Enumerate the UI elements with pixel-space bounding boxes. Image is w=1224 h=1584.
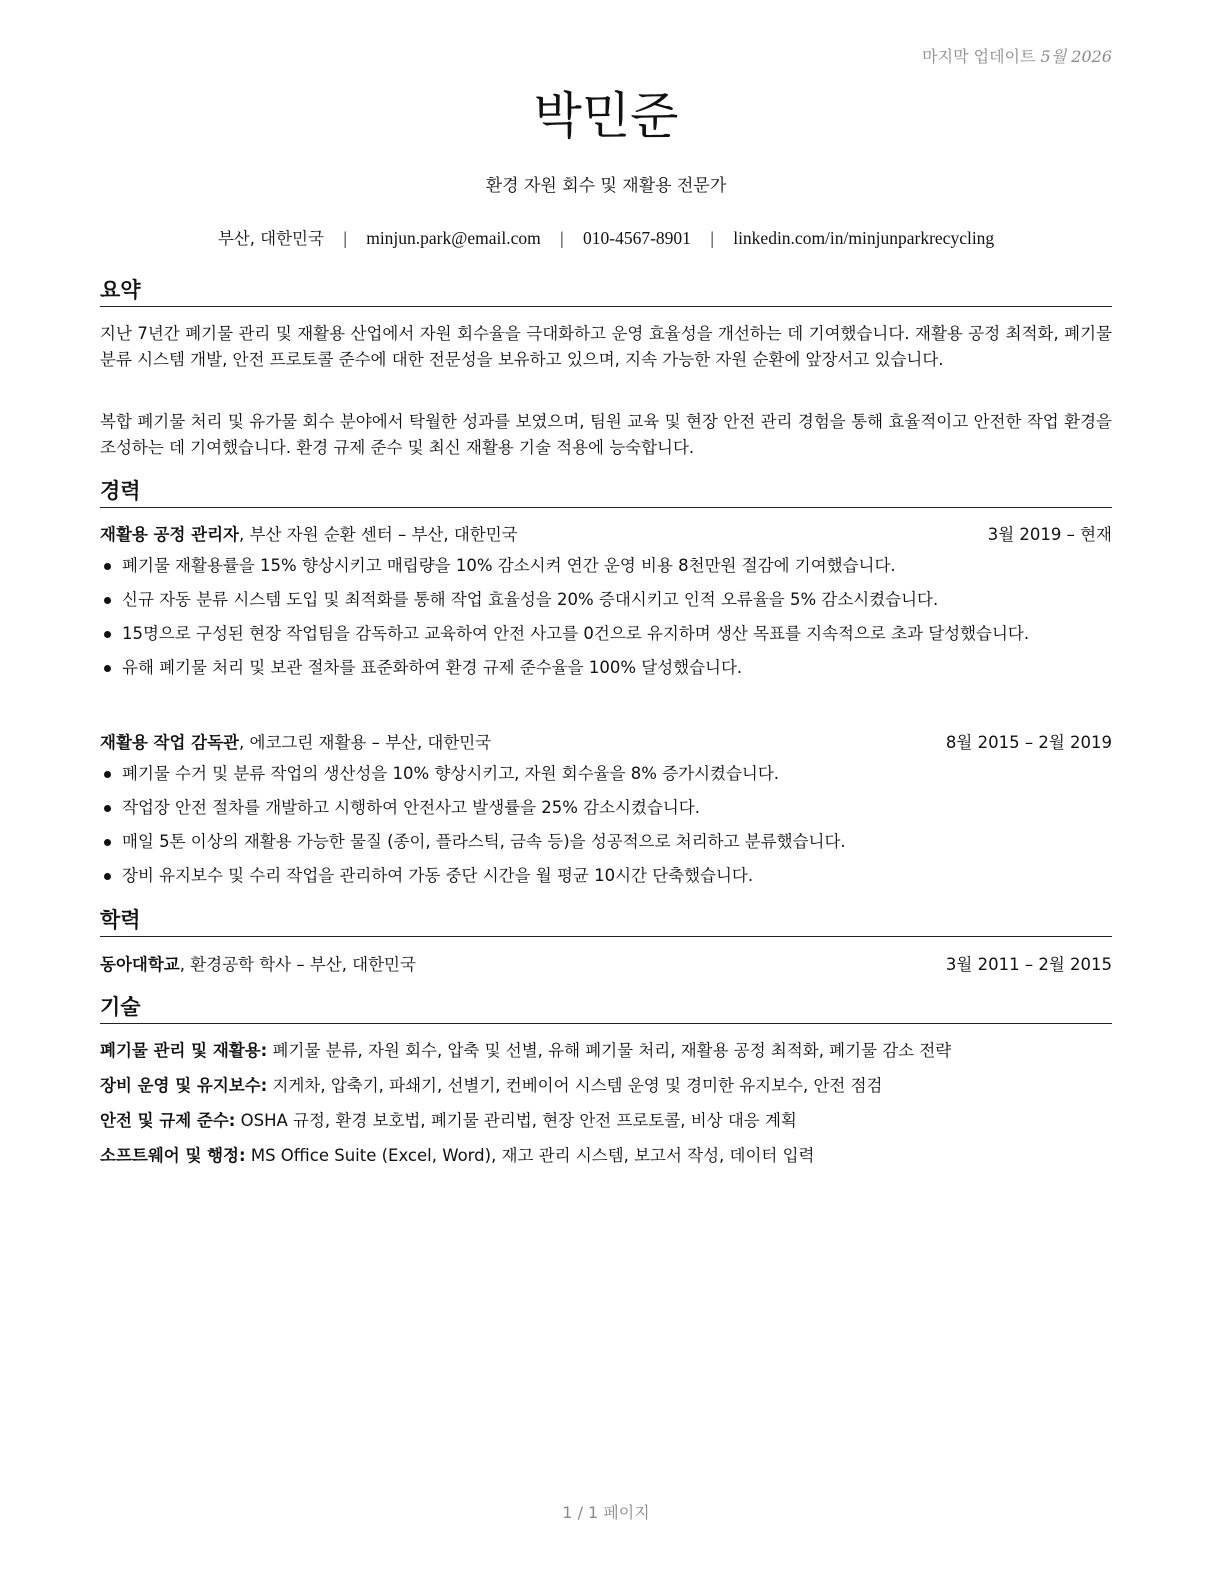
skills-list	[100, 1033, 1112, 1173]
skill-value: 지게차, 압축기, 파쇄기, 선별기, 컨베이어 시스템 운영 및 경미한 유지보수, 안전 점검	[267, 1076, 883, 1095]
skill-row	[100, 1103, 1112, 1138]
list-item: 신규 자동 분류 시스템 도입 및 최적화를 통해 작업 효율성을 20% 증대시키고 인적 오류율을 5% 감소시켰습니다.	[100, 587, 1112, 613]
section-title-skills: 기술	[100, 993, 1112, 1024]
skill-label: 안전 및 규제 준수:	[100, 1111, 236, 1130]
contact-separator: |	[343, 228, 347, 248]
job-dates: 3월 2019 – 현재	[987, 525, 1112, 544]
list-item: 폐기물 수거 및 분류 작업의 생산성을 10% 향상시키고, 자원 회수율을 8% 증가시켰습니다.	[100, 761, 1112, 787]
last-updated-label: 마지막 업데이트	[922, 47, 1036, 66]
list-item: 작업장 안전 절차를 개발하고 시행하여 안전사고 발생률을 25% 감소시켰습니다.	[100, 795, 1112, 821]
list-item: 장비 유지보수 및 수리 작업을 관리하여 가동 중단 시간을 월 평균 10시간 단축했습니다.	[100, 863, 1112, 889]
skill-value: OSHA 규정, 환경 보호법, 폐기물 관리법, 현장 안전 프로토콜, 비상 대응 계획	[235, 1111, 797, 1130]
skill-row	[100, 1068, 1112, 1103]
list-item: 매일 5톤 이상의 재활용 가능한 물질 (종이, 플라스틱, 금속 등)을 성공적으로 처리하고 분류했습니다.	[100, 829, 1112, 855]
skill-label: 폐기물 관리 및 재활용:	[100, 1041, 268, 1060]
skill-value: 폐기물 분류, 자원 회수, 압축 및 선별, 유해 폐기물 처리, 재활용 공정 최적화, 폐기물 감소 전략	[267, 1041, 952, 1060]
candidate-tagline: 환경 자원 회수 및 재활용 전문가	[485, 176, 727, 196]
list-item: 폐기물 재활용률을 15% 향상시키고 매립량을 10% 감소시켜 연간 운영 비용 8천만원 절감에 기여했습니다.	[100, 553, 1112, 579]
last-updated-date: 5월 2026	[1040, 47, 1112, 66]
skill-row	[100, 1138, 1112, 1173]
list-item: 유해 폐기물 처리 및 보관 절차를 표준화하여 환경 규제 준수율을 100% 달성했습니다.	[100, 655, 1112, 681]
contact-email[interactable]: minjun.park@email.com	[366, 228, 541, 248]
job-org: , 에코그린 재활용 – 부산, 대한민국	[239, 733, 492, 752]
skill-row	[100, 1033, 1112, 1068]
list-item: 15명으로 구성된 현장 작업팀을 감독하고 교육하여 안전 사고를 0건으로 유지하며 생산 목표를 지속적으로 초과 달성했습니다.	[100, 621, 1112, 647]
job-org: , 부산 자원 순환 센터 – 부산, 대한민국	[239, 525, 518, 544]
contact-location: 부산, 대한민국	[217, 229, 324, 248]
contact-phone[interactable]: 010-4567-8901	[583, 228, 691, 248]
section-title-experience: 경력	[100, 477, 1112, 508]
skill-label: 소프트웨어 및 행정:	[100, 1146, 246, 1165]
section-title-education: 학력	[100, 906, 1112, 937]
skill-label: 장비 운영 및 유지보수:	[100, 1076, 268, 1095]
last-updated	[922, 44, 1112, 67]
contact-line	[100, 225, 1112, 249]
contact-linkedin[interactable]: linkedin.com/in/minjunparkrecycling	[733, 228, 995, 248]
job-role: 재활용 작업 감독관	[100, 733, 240, 752]
section-title-summary: 요약	[100, 276, 1112, 307]
education-school: 동아대학교	[100, 955, 180, 974]
summary-paragraph: 복합 폐기물 처리 및 유가물 회수 분야에서 탁월한 성과를 보였으며, 팀원 교육 및 현장 안전 관리 경험을 통해 효율적이고 안전한 작업 환경을 조성하는 데 기여했습니다. 환경 규제 준수 및 최신 재활용 기술 적용에 능숙합니다.	[100, 412, 1112, 457]
resume-page	[100, 0, 1112, 1584]
job-role: 재활용 공정 관리자	[100, 525, 240, 544]
skill-value: MS Office Suite (Excel, Word), 재고 관리 시스템, 보고서 작성, 데이터 입력	[245, 1146, 815, 1165]
education-entry	[100, 953, 1112, 977]
education-dates: 3월 2011 – 2월 2015	[945, 955, 1112, 974]
candidate-name: 박민준	[533, 87, 679, 145]
contact-separator: |	[710, 228, 714, 248]
job-bullets	[100, 761, 1112, 897]
page-number: 1 / 1 페이지	[562, 1503, 650, 1522]
job-heading	[100, 523, 1112, 547]
job-heading	[100, 731, 1112, 755]
education-detail: , 환경공학 학사 – 부산, 대한민국	[179, 955, 416, 974]
job-bullets	[100, 553, 1112, 689]
summary-paragraph: 지난 7년간 폐기물 관리 및 재활용 산업에서 자원 회수율을 극대화하고 운영 효율성을 개선하는 데 기여했습니다. 재활용 공정 최적화, 폐기물 분류 시스템 개발, 안전 프로토콜 준수에 대한 전문성을 보유하고 있으며, 지속 가능한 자원 순환에 앞장서고 있습니다.	[100, 324, 1112, 369]
job-dates: 8월 2015 – 2월 2019	[945, 733, 1112, 752]
contact-separator: |	[560, 228, 564, 248]
